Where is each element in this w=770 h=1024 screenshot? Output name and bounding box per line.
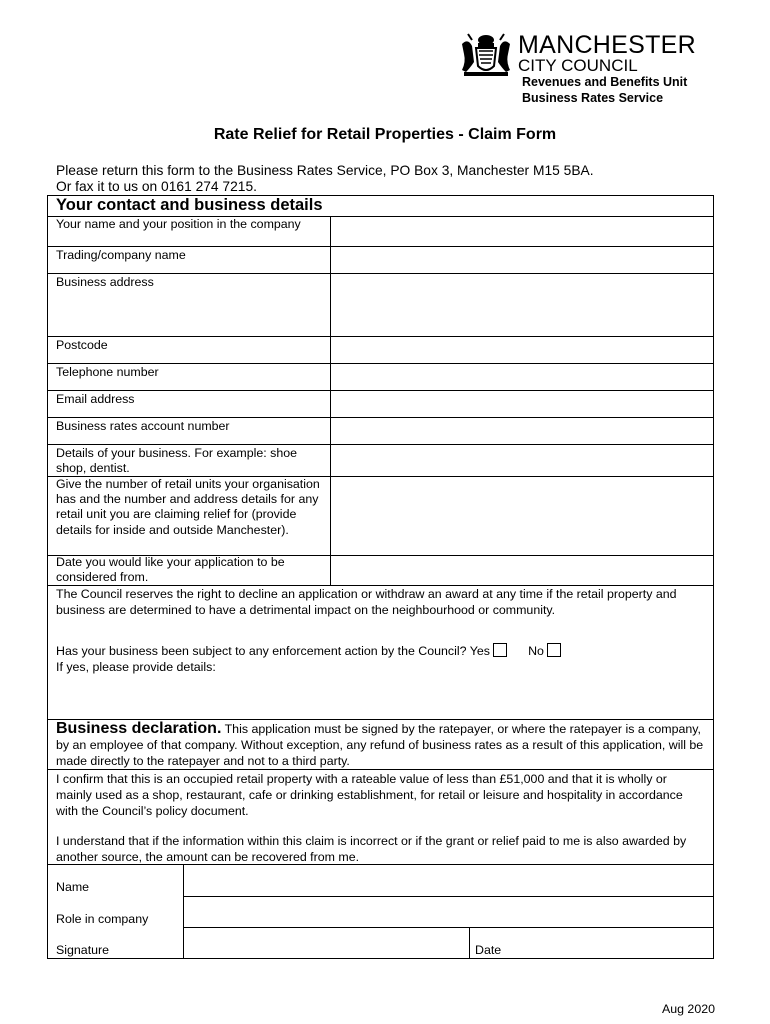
label-postcode: Postcode — [56, 338, 108, 352]
unit-name: Revenues and Benefits Unit — [522, 75, 688, 89]
label-date: Date — [475, 943, 502, 957]
label-business-address: Business address — [56, 275, 154, 289]
email-field[interactable] — [331, 391, 713, 416]
declaration-title: Business declaration. — [56, 720, 222, 737]
intro-line-2: Or fax it to us on 0161 274 7215. — [56, 179, 257, 194]
intro-line-1: Please return this form to the Business Rates Service, PO Box 3, Manchester M15 5BA. — [56, 163, 594, 178]
start-date-field[interactable] — [331, 556, 713, 584]
date-field[interactable] — [510, 928, 713, 958]
council-name: MANCHESTER — [518, 31, 697, 59]
label-name-position: Your name and your position in the company — [56, 217, 301, 231]
signature-field[interactable] — [184, 928, 468, 958]
declaration-confirm: I confirm that this is an occupied retail property with a rateable value of less than £51,000 and that it is wholly or mainly used as a shop, restaurant, cafe or drinking establishment, for retail or leisure and hospitality in accordance with the Council’s policy document. — [56, 772, 683, 818]
service-name: Business Rates Service — [522, 91, 664, 105]
name-position-field[interactable] — [331, 217, 713, 245]
council-header — [458, 30, 748, 110]
form-version-date: Aug 2020 — [661, 1002, 715, 1016]
role-field[interactable] — [184, 897, 713, 926]
label-business-details: Details of your business. For example: shoe shop, dentist. — [56, 446, 298, 476]
enforcement-details-prompt: If yes, please provide details: — [56, 660, 216, 674]
enforcement-details-field[interactable] — [56, 677, 706, 717]
telephone-field[interactable] — [331, 364, 713, 389]
label-trading-name: Trading/company name — [56, 248, 186, 262]
trading-name-field[interactable] — [331, 247, 713, 272]
label-start-date: Date you would like your application to be considered from. — [56, 555, 285, 585]
enforcement-question-line — [56, 643, 706, 659]
label-signature: Signature — [56, 943, 110, 957]
label-telephone: Telephone number — [56, 365, 159, 379]
contact-section-heading: Your contact and business details — [56, 196, 323, 214]
business-address-field[interactable] — [331, 274, 713, 335]
declaration-understand: I understand that if the information within this claim is incorrect or if the grant or relief paid to me is also awarded by another source, the amount can be recovered from me. — [56, 834, 687, 864]
coat-of-arms-icon — [458, 32, 514, 78]
business-details-field[interactable] — [331, 445, 713, 475]
retail-units-field[interactable] — [331, 477, 713, 554]
row-divider — [47, 769, 714, 770]
no-label: No — [528, 644, 544, 658]
name-field[interactable] — [184, 865, 713, 895]
council-subtitle: CITY COUNCIL — [518, 56, 638, 75]
column-divider — [469, 927, 470, 959]
council-note: The Council reserves the right to decline an application or withdraw an award at any time if the retail property and business are determined to have a detrimental impact on the neighbourhood or community. — [56, 587, 677, 617]
label-role: Role in company — [56, 912, 149, 926]
yes-checkbox[interactable] — [493, 643, 507, 657]
account-number-field[interactable] — [331, 418, 713, 443]
declaration-text: This application must be signed by the ratepayer, or where the ratepayer is a company, by an employee of that company. Without exception, any refund of business rates as a result of this application, will be made directly to the ratepayer and not to a third party. — [56, 722, 704, 768]
label-retail-units: Give the number of retail units your organisation has and the number and address details for any retail unit you are claiming relief for (provide details for inside and outside Manchester). — [56, 477, 320, 537]
enforcement-question: Has your business been subject to any enforcement action by the Council? — [56, 644, 467, 658]
declaration-intro — [56, 721, 706, 769]
label-account-number: Business rates account number — [56, 419, 230, 433]
yes-label: Yes — [469, 644, 490, 658]
label-email: Email address — [56, 392, 135, 406]
no-checkbox[interactable] — [547, 643, 561, 657]
label-name: Name — [56, 880, 90, 894]
form-title: Rate Relief for Retail Properties - Claim Form — [213, 126, 557, 143]
postcode-field[interactable] — [331, 337, 713, 362]
